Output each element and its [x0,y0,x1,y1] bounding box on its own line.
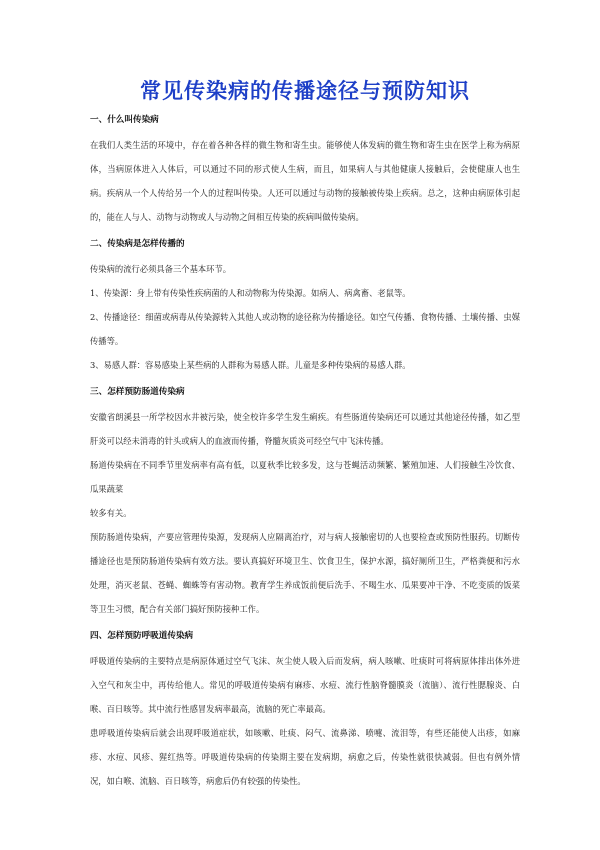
paragraph: 3、易感人群：容易感染上某些病的人群称为易感人群。儿童是多种传染病的易感人群。 [90,360,411,370]
paragraph: 呼吸道传染病的主要特点是病原体通过空气飞沫、灰尘使人吸入后而发病，病人咳嗽、吐痰时可将病原体排出体外进入空气和灰尘中，再传给他人。常见的呼吸道传染病有麻疹、水痘、流行性脑脊髓膜炎（流脑）、流行性腮腺炎、白喉、百日咳等。其中流行性感冒发病率最高，流脑的死亡率最高。 [90,656,520,714]
paragraph: 安徽省朗溪县一所学校因水井被污染，使全校许多学生发生痢疾。有些肠道传染病还可以通过其他途径传播，如乙型肝炎可以经未消毒的针头或病人的血液而传播，脊髓灰质炎可经空气中飞沫传播。 [90,412,520,446]
paragraph: 传染病的流行必须具备三个基本环节。 [90,264,232,274]
paragraph: 患呼吸道传染病后就会出现呼吸道症状，如咳嗽、吐痰、闷气、流鼻涕、喷嚏、流泪等，有些还能使人出疹，如麻疹、水痘、风疹、猩红热等。呼吸道传染病的传染期主要在发病期，病愈之后，传染性就很快减弱。但也有例外情况，如白喉、流脑、百日咳等，病愈后仍有较强的传染性。 [90,728,520,786]
section-heading: 四、怎样预防呼吸道传染病 [90,631,194,641]
document-page [90,0,520,793]
paragraph: 在我们人类生活的环境中，存在着各种各样的微生物和寄生虫。能够使人体发病的微生物和寄生虫在医学上称为病原体，当病原体进入人体后，可以通过不同的形式使人生病，而且，如果病人与其他健康人接触后，会使健康人也生病。疾病从一个人传给另一个人的过程叫传染。人还可以通过与动物的接触被传染上疾病。总之，这种由病原体引起的，能在人与人、动物与动物或人与动物之间相互传染的疾病叫做传染病。 [90,140,520,222]
paragraph: 肠道传染病在不同季节里发病率有高有低，以夏秋季比较多发，这与苍蝇活动频繁、繁殖加速、人们接触生冷饮食、瓜果蔬菜 [90,460,520,494]
paragraph: 1、传染源：身上带有传染性疾病菌的人和动物称为传染源。如病人、病禽畜、老鼠等。 [90,288,411,298]
section-heading: 一、什么叫传染病 [90,115,159,125]
paragraph: 2、传播途径：细菌或病毒从传染源转入其他人或动物的途径称为传播途径。如空气传播、食物传播、土壤传播、虫媒传播等。 [90,312,520,346]
paragraph: 预防肠道传染病，产要应管理传染源，发现病人应隔离治疗，对与病人接触密切的人也要检查或预防性服药。切断传播途径也是预防肠道传染病有效方法。要认真搞好环境卫生、饮食卫生，保护水源，搞好厕所卫生，严格粪便和污水处理，消灭老鼠、苍蝇、蜘蛛等有害动物。教育学生养成饭前便后洗手、不喝生水、瓜果要冲干净、不吃变质的饭菜等卫生习惯，配合有关部门搞好预防接种工作。 [90,532,520,614]
document-title: 常见传染病的传播途径与预防知识 [140,78,470,103]
section-heading: 三、怎样预防肠道传染病 [90,387,185,397]
paragraph: 较多有关。 [90,508,132,518]
section-heading: 二、传染病是怎样传播的 [90,239,185,249]
